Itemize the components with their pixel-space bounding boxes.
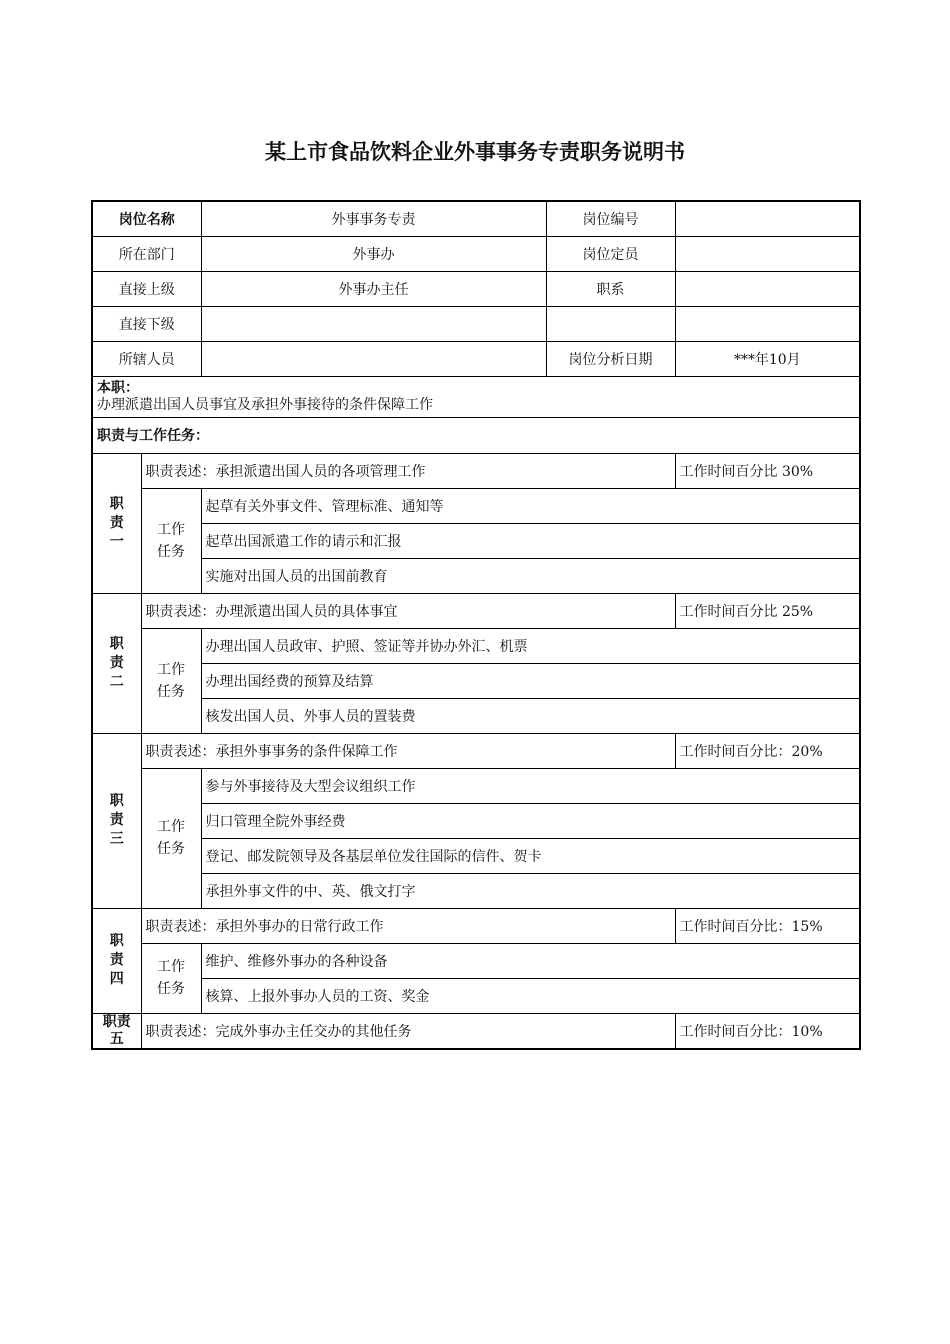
staff-value <box>201 341 546 376</box>
row-duties-header <box>92 417 860 453</box>
duty-1-description-row <box>92 453 860 488</box>
duty-1-task-row <box>92 523 860 558</box>
duty-3-description: 职责表述：承担外事事务的条件保障工作 <box>141 733 675 768</box>
duty-2-description-row <box>92 593 860 628</box>
duty-1-task-3: 实施对出国人员的出国前教育 <box>201 558 860 593</box>
duty-1-label: 职 责 一 <box>92 453 141 593</box>
duty-3-task-row <box>92 768 860 803</box>
duty-2-task-2: 办理出国经费的预算及结算 <box>201 663 860 698</box>
duty-4-label: 职 责 四 <box>92 908 141 1013</box>
duty-2-description: 职责表述：办理派遣出国人员的具体事宜 <box>141 593 675 628</box>
post-no-value <box>675 201 860 236</box>
duty-3-task-3: 登记、邮发院领导及各基层单位发往国际的信件、贺卡 <box>201 838 860 873</box>
row-dept <box>92 236 860 271</box>
summary-cell <box>92 376 860 417</box>
subordinate-extra-value <box>675 306 860 341</box>
duty-5-label: 职责 五 <box>92 1013 141 1049</box>
subordinate-label: 直接下级 <box>92 306 201 341</box>
date-label: 岗位分析日期 <box>546 341 675 376</box>
subordinate-value <box>201 306 546 341</box>
duty-4-description-row <box>92 908 860 943</box>
duty-5-description-row <box>92 1013 860 1049</box>
row-subordinate <box>92 306 860 341</box>
job-description-table <box>91 200 861 1050</box>
duty-4-task-row <box>92 978 860 1013</box>
duty-1-task-row <box>92 558 860 593</box>
duty-3-description-row <box>92 733 860 768</box>
duty-3-task-4: 承担外事文件的中、英、俄文打字 <box>201 873 860 908</box>
post-name-value: 外事事务专责 <box>201 201 546 236</box>
duty-1-task-2: 起草出国派遣工作的请示和汇报 <box>201 523 860 558</box>
duty-1-task-row <box>92 488 860 523</box>
duty-1-task-label: 工作 任务 <box>141 488 201 593</box>
superior-label: 直接上级 <box>92 271 201 306</box>
quota-label: 岗位定员 <box>546 236 675 271</box>
series-value <box>675 271 860 306</box>
duty-2-task-1: 办理出国人员政审、护照、签证等并协办外汇、机票 <box>201 628 860 663</box>
duty-2-task-3: 核发出国人员、外事人员的置装费 <box>201 698 860 733</box>
summary-label: 本职： <box>97 379 139 396</box>
duty-5-time: 工作时间百分比：10% <box>675 1013 860 1049</box>
duty-2-task-label: 工作 任务 <box>141 628 201 733</box>
summary-text: 办理派遣出国人员事宜及承担外事接待的条件保障工作 <box>97 396 433 413</box>
duty-5-description: 职责表述：完成外事办主任交办的其他任务 <box>141 1013 675 1049</box>
duty-3-task-label: 工作 任务 <box>141 768 201 908</box>
series-label: 职系 <box>546 271 675 306</box>
duty-3-label: 职 责 三 <box>92 733 141 908</box>
duty-3-task-row <box>92 838 860 873</box>
duty-4-task-row <box>92 943 860 978</box>
duty-1-description: 职责表述：承担派遣出国人员的各项管理工作 <box>141 453 675 488</box>
duty-4-task-label: 工作 任务 <box>141 943 201 1013</box>
subordinate-extra <box>546 306 675 341</box>
duty-3-task-2: 归口管理全院外事经费 <box>201 803 860 838</box>
duties-header: 职责与工作任务： <box>92 417 860 453</box>
post-no-label: 岗位编号 <box>546 201 675 236</box>
duty-3-task-row <box>92 803 860 838</box>
page-title: 某上市食品饮料企业外事事务专责职务说明书 <box>265 140 685 164</box>
row-post-name <box>92 201 860 236</box>
duty-2-label: 职 责 二 <box>92 593 141 733</box>
duty-4-time: 工作时间百分比：15% <box>675 908 860 943</box>
row-staff <box>92 341 860 376</box>
duty-1-task-1: 起草有关外事文件、管理标准、通知等 <box>201 488 860 523</box>
duty-1-time: 工作时间百分比 30% <box>675 453 860 488</box>
duty-2-time: 工作时间百分比 25% <box>675 593 860 628</box>
duty-2-task-row <box>92 698 860 733</box>
date-value: ***年10月 <box>675 341 860 376</box>
duty-3-time: 工作时间百分比：20% <box>675 733 860 768</box>
duty-2-task-row <box>92 628 860 663</box>
duty-4-description: 职责表述：承担外事办的日常行政工作 <box>141 908 675 943</box>
duty-2-task-row <box>92 663 860 698</box>
duty-4-task-1: 维护、维修外事办的各种设备 <box>201 943 860 978</box>
superior-value: 外事办主任 <box>201 271 546 306</box>
dept-value: 外事办 <box>201 236 546 271</box>
dept-label: 所在部门 <box>92 236 201 271</box>
post-name-label: 岗位名称 <box>92 201 201 236</box>
row-superior <box>92 271 860 306</box>
duty-3-task-row <box>92 873 860 908</box>
duty-4-task-2: 核算、上报外事办人员的工资、奖金 <box>201 978 860 1013</box>
duty-3-task-1: 参与外事接待及大型会议组织工作 <box>201 768 860 803</box>
staff-label: 所辖人员 <box>92 341 201 376</box>
row-summary <box>92 376 860 417</box>
quota-value <box>675 236 860 271</box>
